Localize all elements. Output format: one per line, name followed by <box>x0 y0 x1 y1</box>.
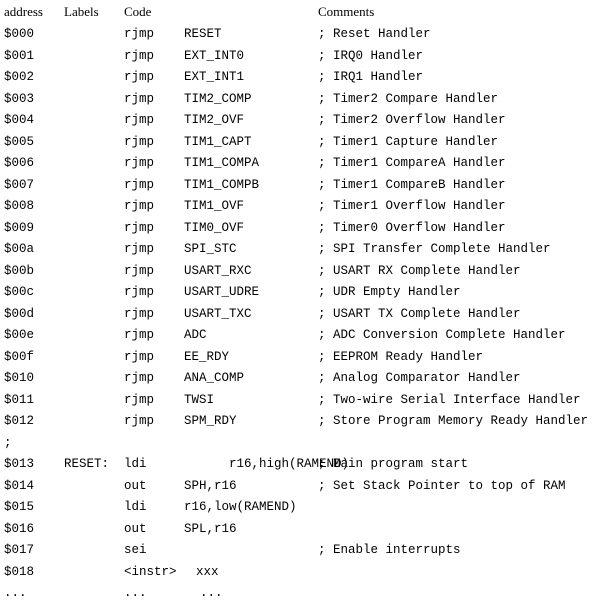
line-operand: TWSI <box>184 392 215 407</box>
line-address: $007 <box>4 177 35 192</box>
line-address: $00a <box>4 242 35 256</box>
line-comment: ; Reset Handler <box>318 27 431 41</box>
line-label: RESET: <box>64 457 110 471</box>
line-operand: xxx <box>196 564 219 579</box>
line-comment: ; Main program start <box>318 457 469 471</box>
line-address: $00f <box>4 349 35 364</box>
line-address: $009 <box>4 220 35 235</box>
code-line <box>0 327 612 349</box>
code-line <box>0 499 612 521</box>
line-operand: TIM2_OVF <box>184 113 245 127</box>
line-comment: ; SPI Transfer Complete Handler <box>318 242 551 256</box>
line-operand: SPI_STC <box>184 242 237 256</box>
line-comment: ; Set Stack Pointer to top of RAM <box>318 478 566 493</box>
header-code: Code <box>124 4 152 19</box>
code-line <box>0 177 612 199</box>
line-mnemonic: sei <box>124 543 147 557</box>
code-line <box>0 370 612 392</box>
code-line <box>0 349 612 371</box>
code-line <box>0 542 612 564</box>
separator-semicolon: ; <box>4 435 12 450</box>
line-comment: ; UDR Empty Handler <box>318 285 461 299</box>
ellipsis-mnemonic: ... <box>124 586 147 600</box>
code-line <box>0 306 612 328</box>
header-comments: Comments <box>318 4 375 19</box>
line-mnemonic: rjmp <box>124 91 155 106</box>
line-comment: ; USART TX Complete Handler <box>318 306 521 321</box>
code-line <box>0 220 612 242</box>
line-address: $000 <box>4 27 35 41</box>
code-line <box>0 48 612 70</box>
line-address: $00c <box>4 285 35 299</box>
line-operand: TIM0_OVF <box>184 220 245 235</box>
ellipsis-operand: ... <box>200 586 223 600</box>
code-line <box>0 198 612 220</box>
line-mnemonic: rjmp <box>124 156 155 170</box>
line-mnemonic: ldi <box>124 457 147 471</box>
code-line <box>0 284 612 306</box>
line-address: $012 <box>4 414 35 428</box>
line-comment: ; USART RX Complete Handler <box>318 263 521 278</box>
code-line <box>0 413 612 435</box>
line-operand: TIM1_CAPT <box>184 134 252 149</box>
code-line <box>0 456 612 478</box>
code-line <box>0 478 612 500</box>
line-mnemonic: rjmp <box>124 113 155 127</box>
line-mnemonic: rjmp <box>124 220 155 235</box>
line-comment: ; Timer2 Overflow Handler <box>318 113 506 127</box>
line-mnemonic: rjmp <box>124 392 155 407</box>
line-address: $00e <box>4 328 35 342</box>
line-mnemonic: rjmp <box>124 70 155 84</box>
line-address: $00d <box>4 306 35 321</box>
line-operand: ADC <box>184 328 207 342</box>
line-comment: ; Timer1 CompareB Handler <box>318 177 506 192</box>
line-operand: EE_RDY <box>184 349 230 364</box>
line-operand: ANA_COMP <box>184 371 245 385</box>
line-operand: EXT_INT1 <box>184 70 245 84</box>
line-mnemonic: out <box>124 478 147 493</box>
line-address: $013 <box>4 457 35 471</box>
line-operand: USART_RXC <box>184 263 252 278</box>
line-address: $005 <box>4 134 35 149</box>
line-operand: r16,high(RAMEND) <box>229 457 350 471</box>
line-mnemonic: rjmp <box>124 328 155 342</box>
line-address: $004 <box>4 113 35 127</box>
line-operand: RESET <box>184 27 222 41</box>
code-line <box>0 69 612 91</box>
line-operand: r16,low(RAMEND) <box>184 500 297 514</box>
line-address: $016 <box>4 521 35 536</box>
ellipsis-line <box>0 585 612 607</box>
line-comment: ; EEPROM Ready Handler <box>318 349 484 364</box>
separator-line <box>0 435 612 457</box>
line-mnemonic: rjmp <box>124 48 155 63</box>
line-address: $018 <box>4 564 35 579</box>
line-comment: ; Enable interrupts <box>318 543 461 557</box>
line-mnemonic: rjmp <box>124 371 155 385</box>
line-address: $014 <box>4 478 35 493</box>
line-address: $017 <box>4 543 35 557</box>
line-operand: USART_UDRE <box>184 285 260 299</box>
line-comment: ; Two-wire Serial Interface Handler <box>318 392 581 407</box>
line-mnemonic: rjmp <box>124 414 155 428</box>
line-operand: TIM1_OVF <box>184 199 245 213</box>
line-mnemonic: rjmp <box>124 263 155 278</box>
line-mnemonic: rjmp <box>124 177 155 192</box>
line-address: $001 <box>4 48 35 63</box>
line-address: $002 <box>4 70 35 84</box>
line-comment: ; Timer0 Overflow Handler <box>318 220 506 235</box>
line-address: $015 <box>4 500 35 514</box>
line-mnemonic: rjmp <box>124 199 155 213</box>
code-line <box>0 521 612 543</box>
line-mnemonic: rjmp <box>124 285 155 299</box>
line-operand: TIM1_COMPB <box>184 177 260 192</box>
line-operand: TIM1_COMPA <box>184 156 260 170</box>
line-mnemonic: rjmp <box>124 349 155 364</box>
line-mnemonic: ldi <box>124 500 147 514</box>
line-comment: ; Timer1 Overflow Handler <box>318 199 506 213</box>
line-address: $00b <box>4 263 35 278</box>
line-operand: EXT_INT0 <box>184 48 245 63</box>
ellipsis-address: ... <box>4 586 27 600</box>
line-comment: ; Timer2 Compare Handler <box>318 91 499 106</box>
line-address: $010 <box>4 371 35 385</box>
header-labels: Labels <box>64 4 99 19</box>
line-operand: SPH,r16 <box>184 478 237 493</box>
line-comment: ; Analog Comparator Handler <box>318 371 521 385</box>
line-operand: SPL,r16 <box>184 521 237 536</box>
line-address: $006 <box>4 156 35 170</box>
code-line <box>0 134 612 156</box>
line-comment: ; IRQ1 Handler <box>318 70 424 84</box>
line-mnemonic: <instr> <box>124 564 177 579</box>
line-comment: ; Timer1 Capture Handler <box>318 134 499 149</box>
line-address: $003 <box>4 91 35 106</box>
line-mnemonic: rjmp <box>124 134 155 149</box>
code-line <box>0 263 612 285</box>
line-comment: ; ADC Conversion Complete Handler <box>318 328 566 342</box>
code-line <box>0 241 612 263</box>
line-mnemonic: out <box>124 521 147 536</box>
line-comment: ; Timer1 CompareA Handler <box>318 156 506 170</box>
header-address: address <box>4 4 43 19</box>
line-mnemonic: rjmp <box>124 242 155 256</box>
line-address: $011 <box>4 392 35 407</box>
code-line <box>0 155 612 177</box>
code-line <box>0 564 612 586</box>
line-comment: ; IRQ0 Handler <box>318 48 424 63</box>
code-line <box>0 26 612 48</box>
line-address: $008 <box>4 199 35 213</box>
line-operand: USART_TXC <box>184 306 252 321</box>
line-mnemonic: rjmp <box>124 27 155 41</box>
code-line <box>0 392 612 414</box>
line-operand: TIM2_COMP <box>184 91 252 106</box>
code-line <box>0 91 612 113</box>
code-line <box>0 112 612 134</box>
line-mnemonic: rjmp <box>124 306 155 321</box>
line-operand: SPM_RDY <box>184 414 237 428</box>
line-comment: ; Store Program Memory Ready Handler <box>318 414 589 428</box>
